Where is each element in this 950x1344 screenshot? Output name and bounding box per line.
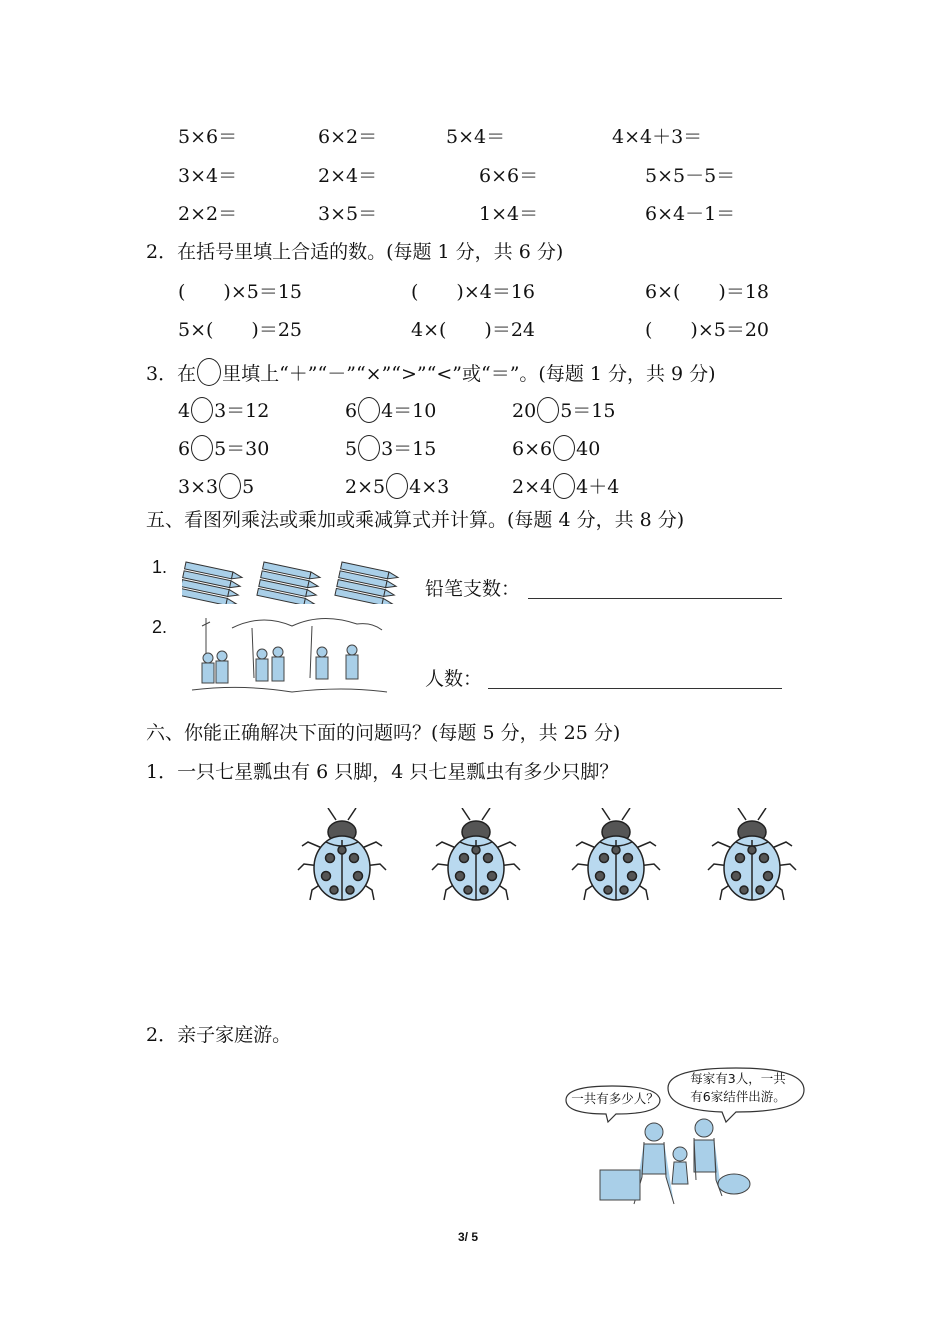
people-count-label: 人数： <box>425 668 483 690</box>
section6-q2: 2．亲子家庭游。 <box>146 1024 292 1046</box>
answer-circle[interactable] <box>219 473 241 499</box>
pencil-count-label: 铅笔支数： <box>425 578 521 600</box>
section6-q1: 1．一只七星瓢虫有 6 只脚，4 只七星瓢虫有多少只脚？ <box>146 761 619 783</box>
calc-item: 4×4＋3＝ <box>612 126 703 148</box>
calc-item: 2×2＝ <box>178 203 238 225</box>
q2-item: ( )×5＝15 <box>178 281 303 303</box>
section5-heading: 五、看图列乘法或乘加或乘减算式并计算。(每题 4 分，共 8 分) <box>146 509 685 531</box>
calc-item: 2×4＝ <box>318 165 378 187</box>
q3-item: 20 5＝15 <box>512 397 615 423</box>
q2-heading: 2．在括号里填上合适的数。(每题 1 分，共 6 分) <box>146 241 564 263</box>
calc-item: 5×4＝ <box>446 126 506 148</box>
bubble-right-line1: 每家有3人，一共 <box>690 1071 786 1086</box>
answer-circle[interactable] <box>537 397 559 423</box>
pencil-answer-line[interactable] <box>528 598 782 599</box>
q3-item: 6 5＝30 <box>178 435 269 461</box>
speech-bubble-left: 一共有多少人？ <box>571 1091 659 1106</box>
q3-item: 6 4＝10 <box>345 397 436 423</box>
calc-item: 6×2＝ <box>318 126 378 148</box>
q2-item: ( )×5＝20 <box>645 319 770 341</box>
q3-heading-post: 里填上“＋”“－”“×”“>”“<”或“＝”。(每题 1 分，共 9 分) <box>222 363 716 385</box>
q2-item: 5×( )＝25 <box>178 319 303 341</box>
item2-number: 2. <box>152 617 168 637</box>
speech-bubble-right <box>672 1070 804 1106</box>
answer-circle[interactable] <box>358 435 380 461</box>
calc-item: 6×4－1＝ <box>645 203 736 225</box>
q3-item: 2×5 4×3 <box>345 473 449 499</box>
calc-item: 3×5＝ <box>318 203 378 225</box>
ladybug-icon <box>706 808 798 904</box>
answer-circle[interactable] <box>553 473 575 499</box>
ladybug-icon <box>296 808 388 904</box>
people-answer-line[interactable] <box>488 688 782 689</box>
circle-blank-icon <box>197 358 221 386</box>
answer-circle[interactable] <box>386 473 408 499</box>
answer-circle[interactable] <box>553 435 575 461</box>
q3-item: 2×4 4＋4 <box>512 473 619 499</box>
q3-item: 6×6 40 <box>512 435 600 461</box>
q2-item: 6×( )＝18 <box>645 281 770 303</box>
ladybug-icon <box>430 808 522 904</box>
item1-number: 1. <box>152 557 168 577</box>
answer-circle[interactable] <box>191 435 213 461</box>
q3-heading <box>146 358 716 386</box>
bubble-right-line2: 有6家结伴出游。 <box>690 1089 786 1104</box>
q3-heading-pre: 3．在 <box>146 363 197 385</box>
calc-item: 5×6＝ <box>178 126 238 148</box>
q3-item: 4 3＝12 <box>178 397 269 423</box>
answer-circle[interactable] <box>191 397 213 423</box>
ladybug-icon <box>570 808 662 904</box>
pencils-illustration <box>182 548 410 604</box>
q3-item: 3×3 5 <box>178 473 254 499</box>
tree-planting-illustration <box>182 608 392 700</box>
q2-item: 4×( )＝24 <box>411 319 536 341</box>
calc-item: 1×4＝ <box>479 203 539 225</box>
section6-heading: 六、你能正确解决下面的问题吗？(每题 5 分，共 25 分) <box>146 722 621 744</box>
calc-item: 3×4＝ <box>178 165 238 187</box>
calc-item: 6×6＝ <box>479 165 539 187</box>
q3-item: 5 3＝15 <box>345 435 436 461</box>
q2-item: ( )×4＝16 <box>411 281 536 303</box>
calc-item: 5×5－5＝ <box>645 165 736 187</box>
answer-circle[interactable] <box>358 397 380 423</box>
page-number: 3/ 5 <box>458 1230 479 1244</box>
